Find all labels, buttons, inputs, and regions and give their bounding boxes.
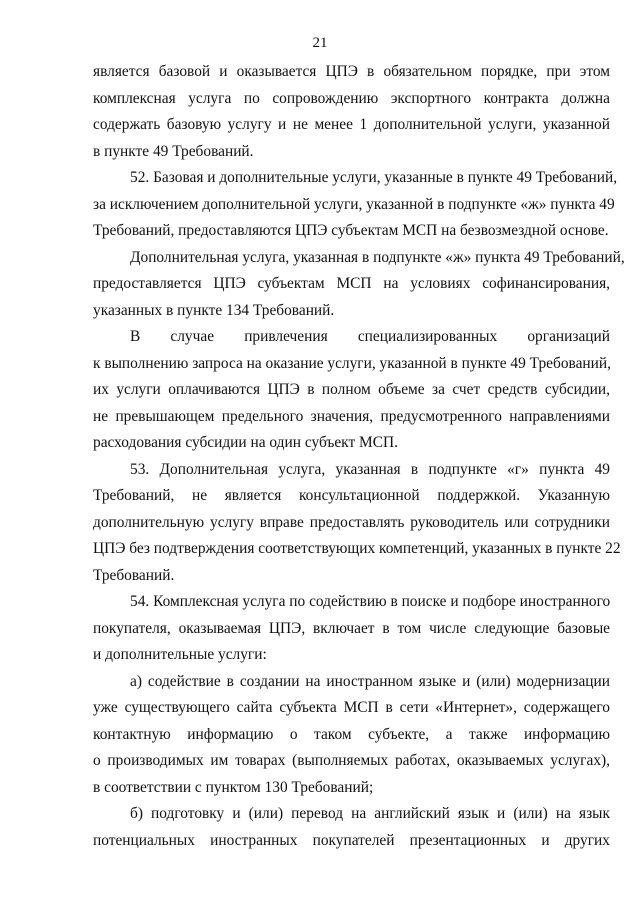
text-line: комплексная услуга по сопровождению экспортного контракта должна [93, 89, 610, 107]
text-line: Дополнительная услуга, указанная в подпункте «ж» пункта 49 Требований, [130, 248, 625, 266]
paragraph [93, 457, 621, 590]
text-line: Требований. [93, 566, 175, 584]
text-line: о производимых им товарах (выполняемых работах, оказываемых услугах), [93, 752, 610, 769]
text-line: не превышающем предельного значения, предусмотренного направлениями [93, 407, 610, 425]
text-line: потенциальных иностранных покупателей презентационных и других [93, 831, 610, 849]
paragraph [93, 589, 610, 669]
paragraph [93, 59, 610, 165]
text-line: 54. Комплексная услуга по содействию в поиске и подборе иностранного [130, 593, 611, 610]
text-line: Требований, не является консультационной поддержкой. Указанную [93, 487, 610, 504]
text-line: дополнительную услугу вправе предоставлять руководитель или сотрудники [93, 513, 610, 531]
text-line: в пункте 49 Требований. [93, 142, 254, 160]
text-line: расходования субсидии на один субъект МСП. [93, 434, 398, 451]
text-line: б) подготовку и (или) перевод на английский язык и (или) на язык [130, 805, 610, 822]
paragraph [93, 245, 625, 325]
text-line: и дополнительные услуги: [93, 646, 267, 663]
text-line: за исключением дополнительной услуги, указанной в подпункте «ж» пункта 49 [93, 195, 615, 213]
text-line: является базовой и оказывается ЦПЭ в обязательном порядке, при этом [93, 63, 610, 80]
text-line: предоставляется ЦПЭ субъектам МСП на условиях софинансирования, [93, 275, 610, 292]
paragraph [93, 801, 610, 854]
text-line: их услуги оплачиваются ЦПЭ в полном объеме за счет средств субсидии, [93, 381, 610, 398]
document-body [93, 59, 625, 854]
text-line: покупателя, оказываемая ЦПЭ, включает в том числе следующие базовые [93, 619, 610, 637]
text-line: содержать базовую услугу и не менее 1 дополнительной услуги, указанной [93, 116, 610, 133]
paragraph [93, 669, 610, 802]
text-line: ЦПЭ без подтверждения соответствующих компетенций, указанных в пункте 22 [93, 540, 621, 557]
text-line: 53. Дополнительная услуга, указанная в подпункте «г» пункта 49 [130, 460, 610, 478]
paragraph [93, 324, 610, 457]
text-line: указанных в пункте 134 Требований. [93, 301, 335, 319]
text-line: контактную информацию о таком субъекте, а также информацию [93, 725, 610, 743]
text-line: уже существующего сайта субъекта МСП в сети «Интернет», содержащего [93, 699, 610, 716]
text-line: В случае привлечения специализированных организаций [130, 328, 610, 345]
text-line: а) содействие в создании на иностранном языке и (или) модернизации [130, 672, 610, 690]
text-line: 52. Базовая и дополнительные услуги, указанные в пункте 49 Требований, [130, 169, 618, 186]
text-line: в соответствии с пунктом 130 Требований; [93, 778, 374, 796]
page-number: 21 [312, 35, 328, 51]
text-line: к выполнению запроса на оказание услуги, указанной в пункте 49 Требований, [93, 354, 611, 372]
text-line: Требований, предоставляются ЦПЭ субъектам МСП на безвозмездной основе. [93, 222, 609, 239]
paragraph [93, 165, 618, 245]
